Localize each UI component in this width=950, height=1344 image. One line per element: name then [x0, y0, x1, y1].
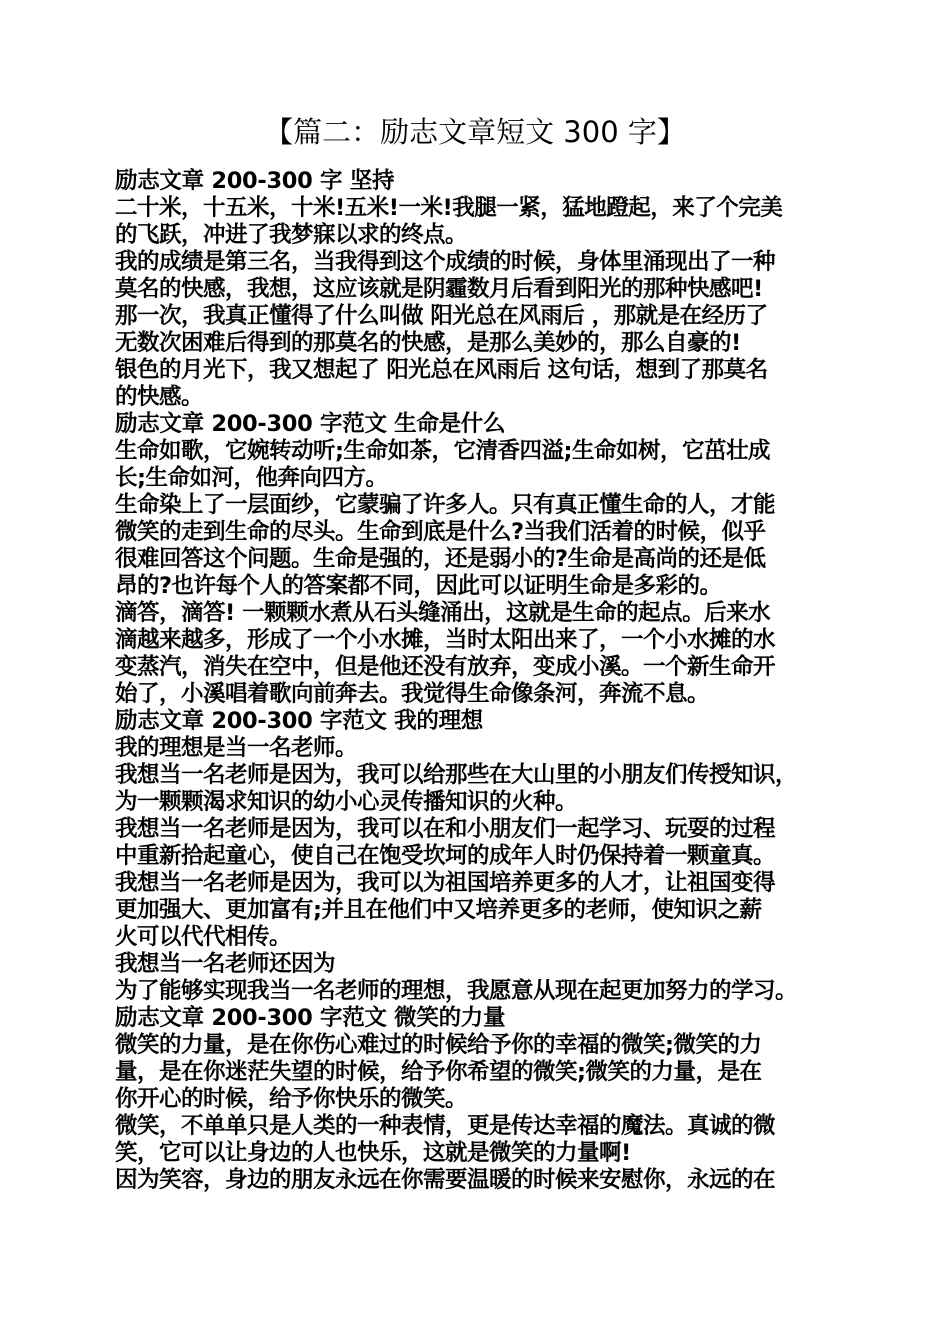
text-line: 银色的月光下，我又想起了 阳光总在风雨后 这句话，想到了那莫名: [115, 357, 768, 383]
text-line: 昂的?也许每个人的答案都不同，因此可以证明生命是多彩的。: [115, 573, 722, 599]
text-line: 微笑的力量，是在你伤心难过的时候给予你的幸福的微笑;微笑的力: [115, 1032, 762, 1058]
text-line: 生命如歌，它婉转动听;生命如茶，它清香四溢;生命如树，它茁壮成: [115, 438, 770, 464]
text-line: 我想当一名老师是因为，我可以为祖国培养更多的人才，让祖国变得: [115, 870, 776, 896]
text-line: 的飞跃，冲进了我梦寐以求的终点。: [115, 222, 468, 248]
text-line: 滴越来越多，形成了一个小水摊，当时太阳出来了，一个小水摊的水: [115, 627, 776, 653]
text-line: 为一颗颗渴求知识的幼小心灵传播知识的火种。: [115, 789, 578, 815]
text-line: 长;生命如河，他奔向四方。: [115, 465, 388, 491]
section-heading: 励志文章 200-300 字范文 我的理想: [115, 708, 483, 734]
text-line: 生命染上了一层面纱，它蒙骗了许多人。只有真正懂生命的人，才能: [115, 492, 776, 518]
text-line: 量，是在你迷茫失望的时候，给予你希望的微笑;微笑的力量，是在: [115, 1059, 762, 1085]
text-line: 笑，它可以让身边的人也快乐，这就是微笑的力量啊!: [115, 1140, 631, 1166]
text-line: 无数次困难后得到的那莫名的快感，是那么美妙的，那么自豪的!: [115, 330, 741, 356]
text-line: 二十米，十五米，十米!五米!一米!我腿一紧，猛地蹬起，来了个完美: [115, 195, 783, 221]
section-heading: 励志文章 200-300 字范文 微笑的力量: [115, 1005, 506, 1031]
text-line: 我想当一名老师是因为，我可以给那些在大山里的小朋友们传授知识，: [115, 762, 798, 788]
text-line: 为了能够实现我当一名老师的理想，我愿意从现在起更加努力的学习。: [115, 978, 798, 1004]
text-line: 的快感。: [115, 384, 204, 410]
text-line: 那一次，我真正懂得了什么叫做 阳光总在风雨后 ，那就是在经历了: [115, 303, 768, 329]
text-line: 变蒸汽，消失在空中，但是他还没有放弃，变成小溪。一个新生命开: [115, 654, 776, 680]
text-line: 你开心的时候，给予你快乐的微笑。: [115, 1086, 468, 1112]
document-title: 【篇二：励志文章短文 300 字】: [264, 115, 686, 149]
text-line: 我的成绩是第三名，当我得到这个成绩的时候，身体里涌现出了一种: [115, 249, 776, 275]
text-line: 微笑的走到生命的尽头。生命到底是什么?当我们活着的时候，似乎: [115, 519, 766, 545]
section-heading: 励志文章 200-300 字 坚持: [115, 168, 395, 194]
text-line: 火可以代代相传。: [115, 924, 292, 950]
text-line: 我想当一名老师还因为: [115, 951, 336, 977]
text-line: 滴答，滴答! 一颗颗水煮从石头缝涌出，这就是生命的起点。后来水: [115, 600, 771, 626]
text-line: 因为笑容，身边的朋友永远在你需要温暖的时候来安慰你，永远的在: [115, 1167, 776, 1193]
text-line: 我想当一名老师是因为，我可以在和小朋友们一起学习、玩耍的过程: [115, 816, 776, 842]
text-line: 莫名的快感，我想，这应该就是阴霾数月后看到阳光的那种快感吧!: [115, 276, 763, 302]
section-heading: 励志文章 200-300 字范文 生命是什么: [115, 411, 506, 437]
text-line: 中重新拾起童心，使自己在饱受坎坷的成年人时仍保持着一颗童真。: [115, 843, 776, 869]
document-body: [115, 168, 855, 1194]
text-line: 微笑，不单单只是人类的一种表情，更是传达幸福的魔法。真诚的微: [115, 1113, 776, 1139]
text-line: 我的理想是当一名老师。: [115, 735, 358, 761]
text-line: 更加强大、更加富有;并且在他们中又培养更多的老师，使知识之薪: [115, 897, 762, 923]
text-line: 很难回答这个问题。生命是强的，还是弱小的?生命是高尚的还是低: [115, 546, 766, 572]
text-line: 始了，小溪唱着歌向前奔去。我觉得生命像条河，奔流不息。: [115, 681, 710, 707]
